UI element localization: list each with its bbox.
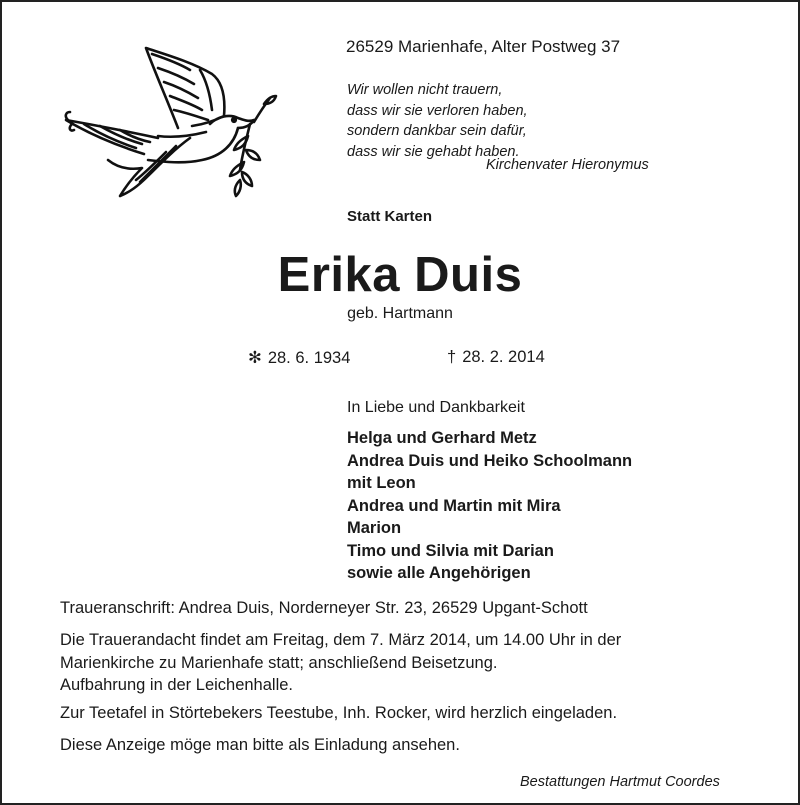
birth-date: 28. 6. 1934 (267, 349, 351, 367)
service-line: Aufbahrung in der Leichenhalle. (60, 676, 294, 694)
birth-star-icon: ✻ (248, 349, 262, 367)
mourners-intro: In Liebe und Dankbarkeit (347, 399, 525, 416)
mourner-line: Andrea Duis und Heiko Schoolmann (347, 451, 633, 470)
poem-line: Wir wollen nicht trauern, (347, 82, 503, 98)
birth-date-line (248, 348, 350, 368)
birth-name: geb. Hartmann (347, 305, 453, 322)
deceased-name: Erika Duis (277, 248, 523, 302)
service-line: Die Trauerandacht findet am Freitag, dem 7. März 2014, um 14.00 Uhr in der (60, 631, 622, 649)
death-date: 28. 2. 2014 (462, 348, 545, 366)
intro-statt-karten: Statt Karten (347, 208, 433, 225)
mourner-line: Marion (347, 519, 402, 537)
death-cross-icon: † (447, 348, 457, 366)
undertaker-credit: Bestattungen Hartmut Coordes (520, 774, 720, 790)
dove-with-olive-branch-icon (60, 40, 278, 200)
mourner-line: sowie alle Angehörigen (347, 564, 531, 582)
mourner-line: Andrea und Martin mit Mira (347, 496, 561, 515)
poem-line: dass wir sie gehabt haben. (347, 143, 520, 160)
mourning-address: Traueranschrift: Andrea Duis, Norderneyer Str. 23, 26529 Upgant-Schott (60, 599, 588, 617)
poem-line: dass wir sie verloren haben, (347, 102, 528, 119)
header-address: 26529 Marienhafe, Alter Postweg 37 (346, 37, 621, 56)
teetafel-invitation: Zur Teetafel in Störtebekers Teestube, Inh. Rocker, wird herzlich eingeladen. (60, 704, 618, 722)
mourner-line: Helga und Gerhard Metz (347, 429, 537, 447)
death-date-line (447, 348, 545, 367)
mourners-list (347, 427, 632, 585)
mourner-line: Timo und Silvia mit Darian (347, 541, 554, 560)
poem-author: Kirchenvater Hieronymus (486, 157, 649, 173)
invitation-note: Diese Anzeige möge man bitte als Einladung ansehen. (60, 736, 460, 754)
mourner-line: mit Leon (347, 474, 416, 492)
service-info (60, 629, 621, 697)
service-line: Marienkirche zu Marienhafe statt; anschließend Beisetzung. (60, 653, 498, 672)
poem (347, 80, 528, 162)
poem-line: sondern dankbar sein dafür, (347, 123, 527, 139)
